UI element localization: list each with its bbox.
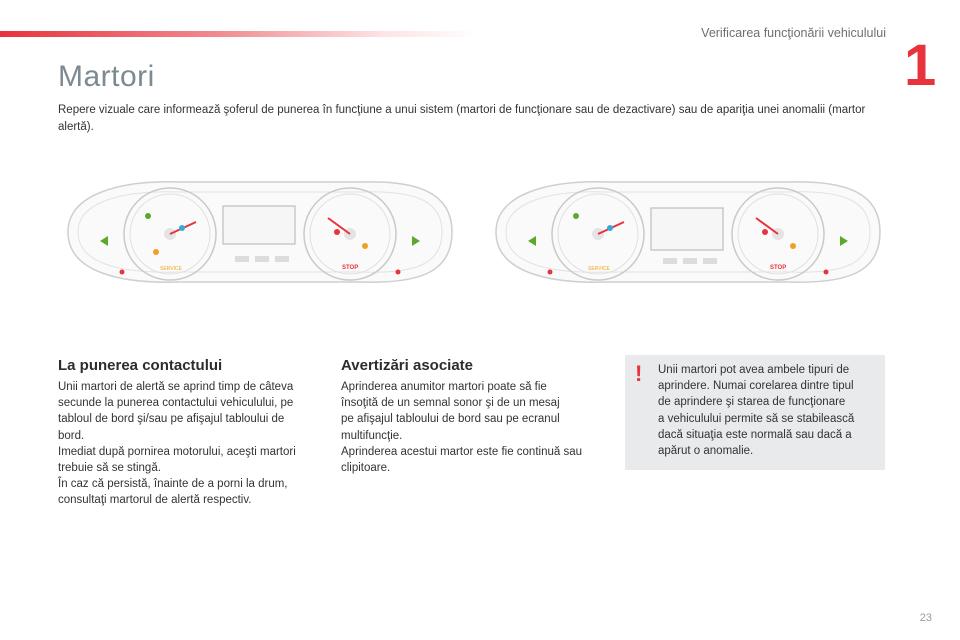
brake-warning-icon <box>334 229 340 235</box>
stop-label: STOP <box>770 265 787 271</box>
note-box <box>625 355 885 470</box>
cluster-compact <box>496 182 880 282</box>
text-line: bord. <box>58 429 85 442</box>
text-line: aprindere. Numai corelarea dintre tipul <box>658 380 854 393</box>
high-beam-warning-icon <box>179 225 185 231</box>
instrument-clusters-illustration <box>60 172 900 292</box>
page-title: Martori <box>58 60 155 93</box>
lights-warning-icon <box>573 213 579 219</box>
text-line: Aprinderea acestui martor este fie continuă sau <box>341 445 582 458</box>
alert-dot-icon <box>824 270 829 275</box>
text-line: Aprinderea anumitor martori poate să fie <box>341 381 547 393</box>
text-line: Unii martori de alertă se aprind timp de câteva <box>58 381 294 393</box>
alert-dot-icon <box>396 270 401 275</box>
service-label: SERVICE <box>160 266 182 272</box>
multifunction-display <box>223 206 295 244</box>
alert-dot-icon <box>120 270 125 275</box>
text-line: însoţită de un semnal sonor şi de un mesaj <box>341 397 560 410</box>
section-body-warnings <box>341 379 611 476</box>
header-accent-bar <box>0 31 480 37</box>
chapter-number: 1 <box>904 33 937 98</box>
lights-warning-icon <box>145 213 151 219</box>
text-line: multifuncţie. <box>341 429 403 442</box>
text-line: Imediat după pornirea motorului, aceşti martori <box>58 445 296 458</box>
text-line: pe afişajul tabloului de bord sau pe ecranul <box>341 413 560 426</box>
text-line: secunde la punerea contactului vehiculului, pe <box>58 397 294 410</box>
exclamation-icon: ! <box>635 361 643 386</box>
cluster-with-display <box>68 182 452 282</box>
text-line: tabloul de bord şi/sau pe afişajul tabloului de <box>58 413 285 426</box>
text-line: a vehiculului permite să se stabilească <box>658 412 855 425</box>
page-number: 23 <box>919 612 932 624</box>
text-line: apărut o anomalie. <box>658 445 754 458</box>
text-line: trebuie să se stingă. <box>58 462 161 475</box>
brake-warning-icon <box>762 229 768 235</box>
alert-dot-icon <box>548 270 553 275</box>
battery-warning-icon <box>790 243 796 249</box>
text-line: dacă situaţia este normală sau dacă a <box>658 428 852 441</box>
engine-warning-icon <box>153 249 159 255</box>
text-line: Unii martori pot avea ambele tipuri de <box>658 364 850 376</box>
section-heading-ignition: La punerea contactului <box>58 357 223 374</box>
battery-warning-icon <box>362 243 368 249</box>
text-line: consultaţi martorul de alertă respectiv. <box>58 494 252 507</box>
section-body-ignition <box>58 379 323 509</box>
text-line: clipitoare. <box>341 462 391 475</box>
text-line: În caz că persistă, înainte de a porni la drum, <box>58 478 288 491</box>
service-label: SERVICE <box>588 266 610 272</box>
multifunction-display <box>651 208 723 250</box>
note-text <box>658 362 880 459</box>
chapter-title: Verificarea funcţionării vehiculului <box>701 26 886 40</box>
intro-paragraph: Repere vizuale care informează şoferul de punerea în funcţiune a unui sistem (martori de funcţionare sau de dezactivare) sau de apariţia unei anomalii (martor alertă). <box>58 104 866 133</box>
text-line: de aprindere şi starea de funcţionare <box>658 396 846 409</box>
high-beam-warning-icon <box>607 225 613 231</box>
stop-label: STOP <box>342 265 359 271</box>
section-heading-warnings: Avertizări asociate <box>341 357 474 374</box>
